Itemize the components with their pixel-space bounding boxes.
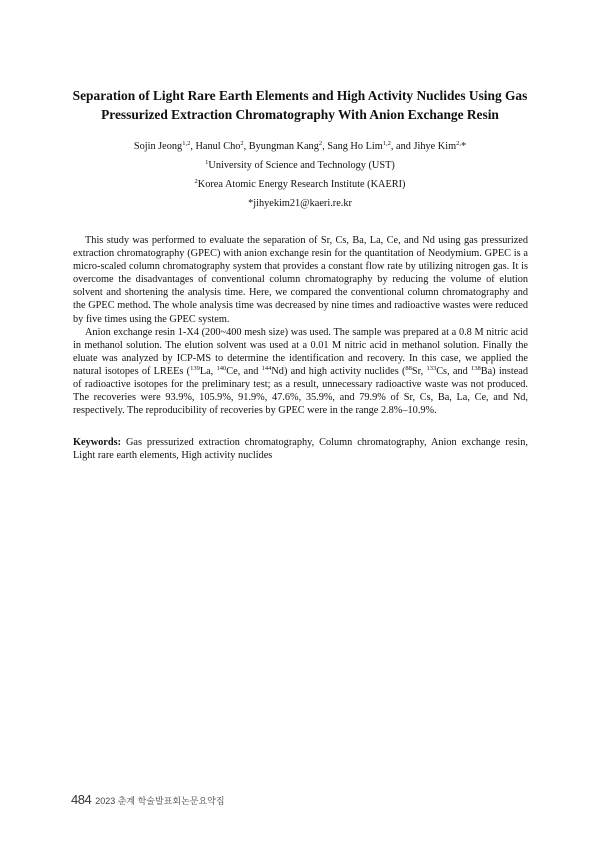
keywords-label: Keywords: [73,437,122,448]
isotope-sup: 139 [190,364,200,372]
affil-text: Korea Atomic Energy Research Institute (KAERI) [197,179,406,190]
isotope-sup: 140 [216,364,227,372]
author-name: Sang Ho Lim [327,141,383,152]
author-sep: , [190,141,196,152]
abstract-paragraph-2 [73,326,528,418]
author-name: Sojin Jeong [133,141,183,152]
author-affil-sup: 2 [318,140,323,147]
author-sep: , [322,141,328,152]
affiliation-2 [60,178,540,191]
corresponding-mark: * [460,141,467,152]
abstract-body [73,234,528,417]
keywords-text: Gas pressurized extraction chromatography, Column chromatography, Anion exchange resin, Light rare earth elements, High activity nuclides [73,437,528,462]
author-name: Jihye Kim [413,141,457,152]
para2-text: Anion exchange resin 1-X4 (200~400 mesh size) was used. The sample was prepared at a 0.8 M nitric acid in methanol solution. The elution solvent was used at a 0.01 M nitric acid in methanol solution. Finally the eluate was analyzed by ICP-MS to determine the identification and recovery. In this case, we applied the natural isotopes of LREEs ( [73,326,528,377]
isotope-sup: 133 [426,364,437,372]
affil-sup: 2 [194,178,198,185]
abstract-paragraph-1: This study was performed to evaluate the separation of Sr, Cs, Ba, La, Ce, and Nd using gas pressurized extraction chromatography (GPEC) with anion exchange resin for the quantitation of Neodymium. GPEC is a micro-scaled column chromatography system that provides a constant flow rate by utilizing nitrogen gas. It is overcome the disadvantages of conventional column chromatography by reducing the volume of elution solvent and shortening the analysis time. Here, we compared the conventional column chromatography and the GPEC method. The whole analysis time was decreased by nine times and radioactive wastes were reduced by five times using the GPEC system. [73,235,528,325]
author-name: Hanul Cho [195,141,241,152]
isotope-sup: 144 [261,364,272,372]
para2-text: Ce, and [226,365,262,377]
title-line-1: Separation of Light Rare Earth Elements and High Activity Nuclides Using Gas [72,88,528,103]
para2-text: Nd) and high activity nuclides ( [271,365,406,377]
affiliation-1 [60,159,540,172]
para2-text: Ba) instead of radioactive isotopes for the preliminary test; as a result, unnecessary radioactive waste was not produced. The recoveries were 93.9%, 105.9%, 91.9%, 47.6%, 35.9%, and 79.9% of Sr, Cs, Ba, La, Ce, and Nd, respectively. The reproducibility of recoveries by GPEC were in the range 2.8%–10.9%. [73,365,529,417]
author-affil-sup: 1,2 [182,140,191,147]
title-line-2: Pressurized Extraction Chromatography With Anion Exchange Resin [101,107,499,122]
author-email: *jihyekim21@kaeri.re.kr [248,198,352,209]
author-sep: , [243,141,249,152]
keywords [73,436,528,462]
author-list [60,140,540,153]
proceedings-name: 2023 춘계 학술발표회논문요약집 [95,796,225,806]
page-number: 484 [71,792,92,807]
page-footer [71,791,225,809]
author-affil-sup: 2 [240,140,244,147]
paper-title [60,86,540,124]
author-sep: , and [390,141,414,152]
para2-text: Sr, [411,365,427,377]
author-name: Byungman Kang [248,141,319,152]
para2-text: La, [199,365,217,377]
para2-text: Cs, and [436,365,471,377]
author-affil-sup: 2, [456,140,461,147]
isotope-sup: 88 [405,364,412,372]
affil-text: University of Science and Technology (UST) [208,160,395,171]
author-affil-sup: 1,2 [382,140,391,147]
affil-sup: 1 [205,159,209,166]
isotope-sup: 138 [470,364,481,372]
